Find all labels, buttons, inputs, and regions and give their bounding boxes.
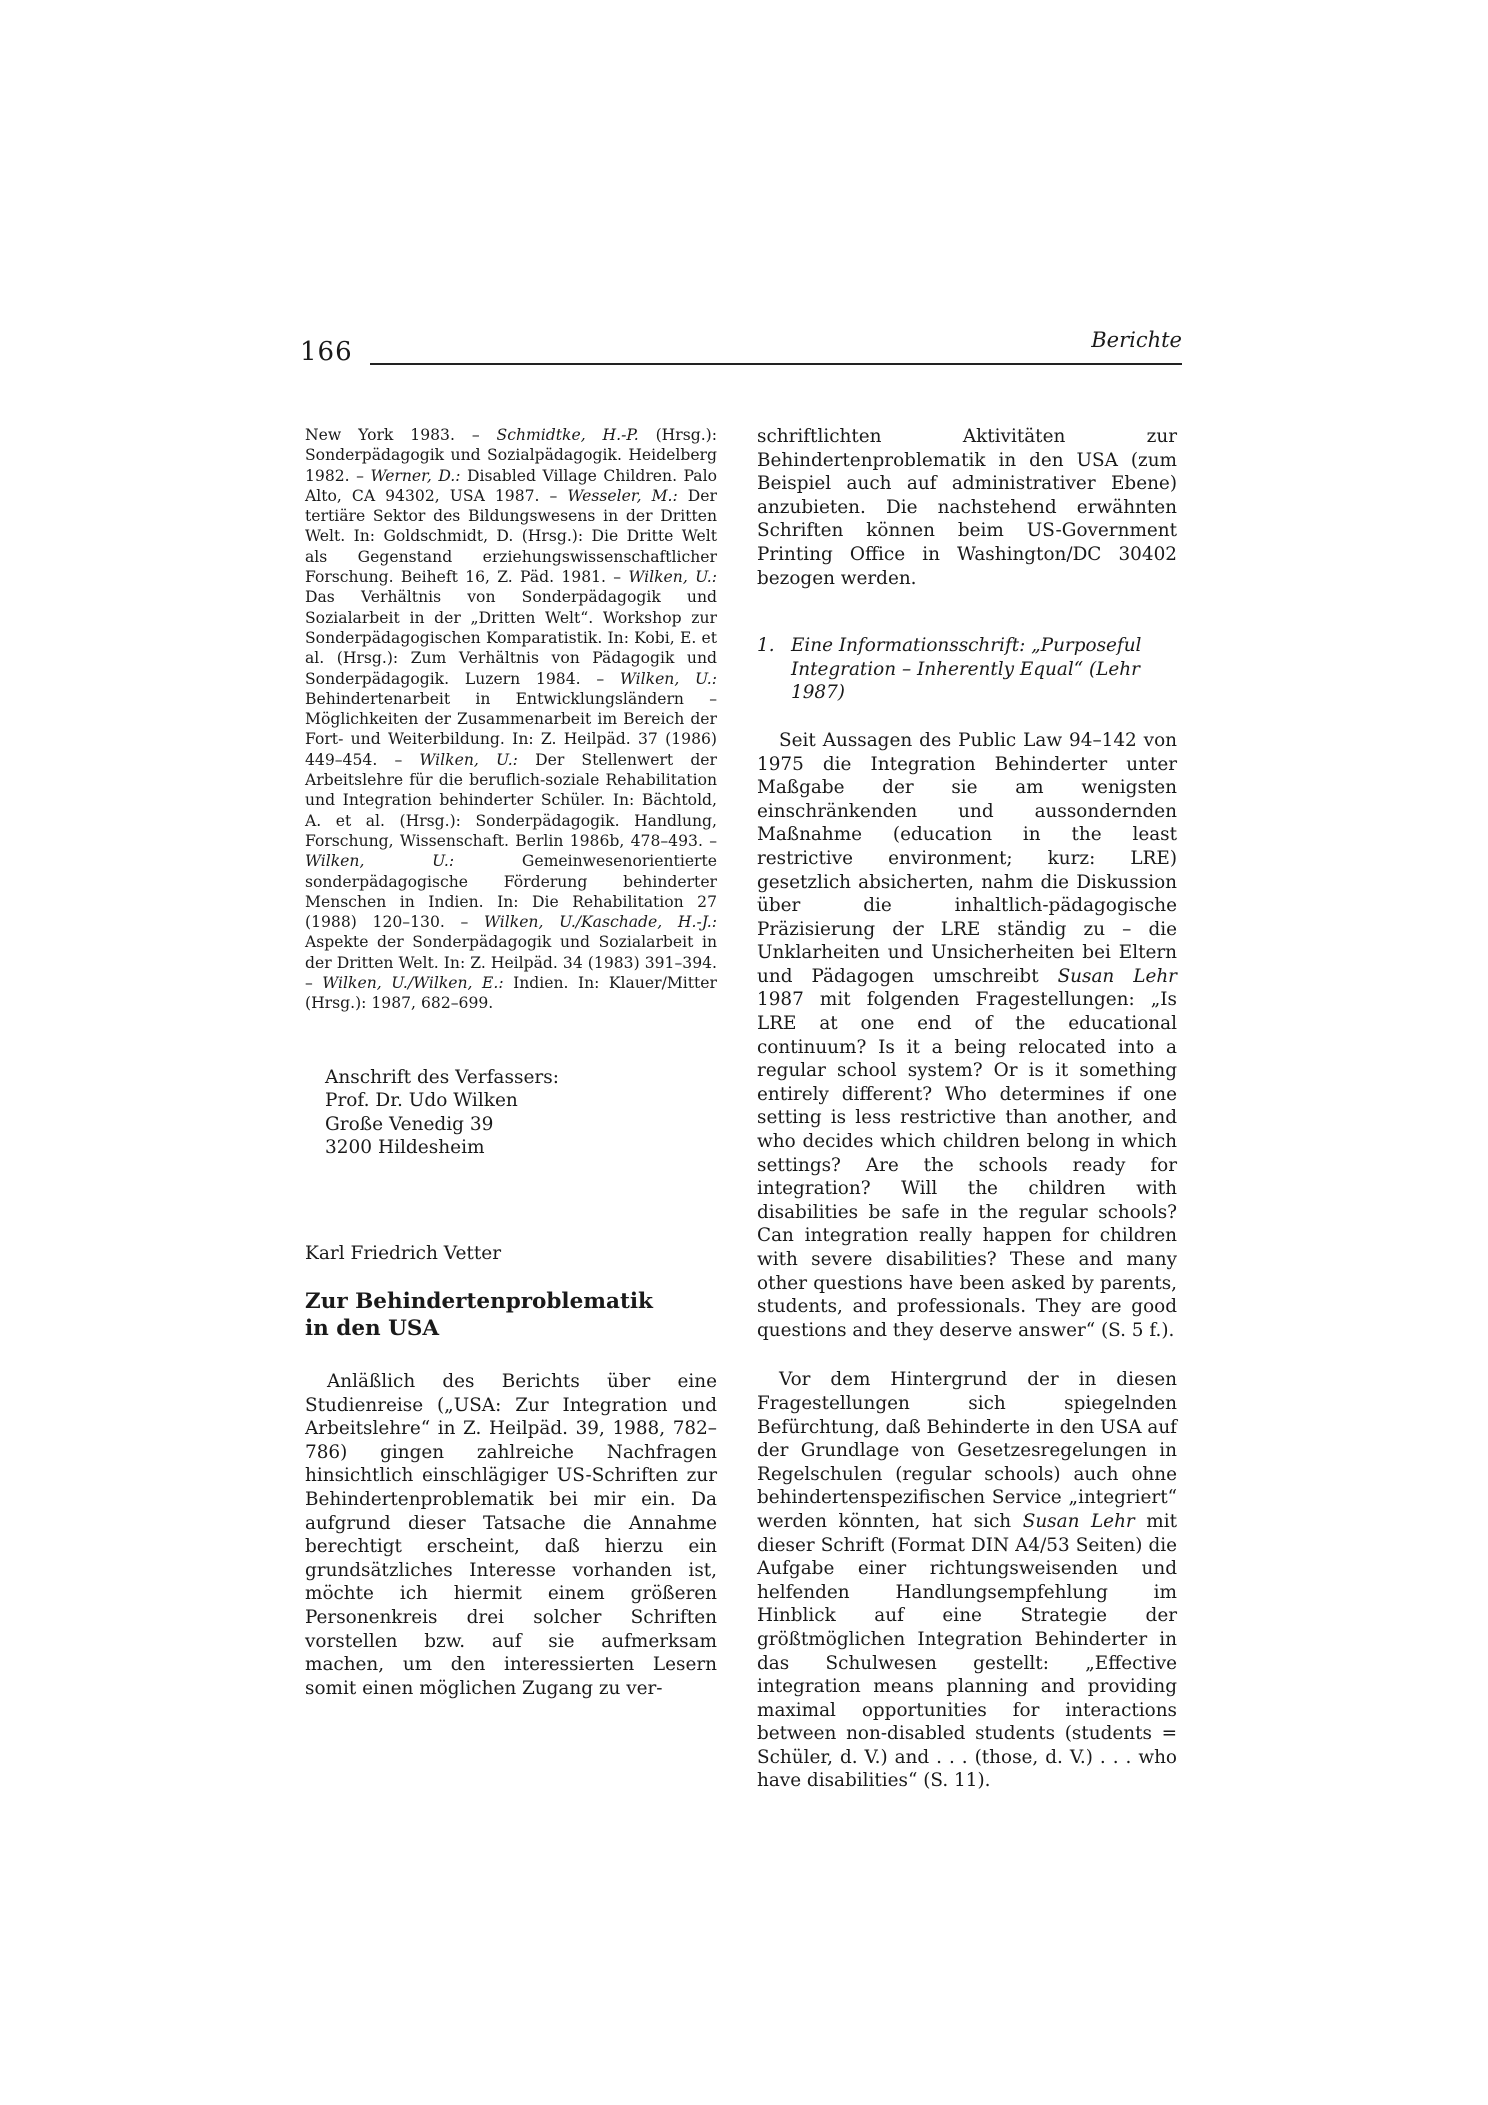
paragraph-1-segment: 1987 mit folgenden Fragestellungen: „Is LRE at one end of the educational continuum? Is it a being relocated into a regular school system? Or is it something entirely different? Who determines if one setting is less restrictive than another, and who decides which children belong in which settings? Are the schools ready for integration? Will the children with disabilities be safe in the regular schools? Can integration really happen for children with severe disabilities? These and many other questions have been asked by parents, students, and professionals. They are good questions and they deserve answer“ (S. 5 f.). [757, 989, 1177, 1341]
reference-italic-segment: Wilken, U.: [419, 750, 518, 769]
paragraph-2-segment: mit dieser Schrift (Format DIN A4/53 Seiten) die Aufgabe einer richtungsweisenden und helfenden Handlungsempfehlung im Hinblick auf eine Strategie der größtmöglichen Integration Behinderter in das Schulwesen gestellt: „Effective integration means planning and providing maximal opportunities for interactions between non-disabled students (students = Schüler, d. V.) and . . . (those, d. V.) . . . who have disabilities“ (S. 11). [757, 1510, 1177, 1792]
paragraph-1-italic-segment: Susan Lehr [1057, 965, 1177, 987]
reference-segment: Gemeinwesenorientierte sonderpädagogische Förderung behinderter Menschen in Indien. In: Die Rehabilitation 27 (1988) 120–130. – [305, 852, 717, 932]
address-city: 3200 Hildesheim [325, 1137, 485, 1159]
article-title [305, 1288, 717, 1342]
left-column [305, 425, 717, 1700]
paragraph-1 [757, 729, 1177, 1342]
reference-italic-segment: Wilken, U.: [305, 852, 455, 871]
subheading-text: Eine Informationsschrift: „Purposeful Integration – Inherently Equal“ (Lehr 1987) [791, 635, 1142, 704]
right-column [757, 425, 1177, 1793]
reference-italic-segment: Wilken, U.: [628, 568, 717, 587]
reference-segment: Der tertiäre Sektor des Bildungswesens in der Dritten Welt. In: Goldschmidt, D. (Hrsg.): Die Dritte Welt als Gegenstand erziehungswissenschaftlicher Forschung. Beiheft 16, Z. Päd. 1981. – [305, 486, 717, 587]
reference-segment: Das Verhältnis von Sonderpädagogik und Sozialarbeit in der „Dritten Welt“. Workshop zur Sonderpädagogischen Komparatistik. In: Kobi, E. et al. (Hrsg.): Zum Verhältnis von Pädagogik und Sonderpädagogik. Luzern 1984. – [305, 588, 717, 688]
address-label: Anschrift des Verfassers: [325, 1066, 559, 1088]
subheading-number: 1. [757, 635, 775, 657]
reference-segment: Behindertenarbeit in Entwicklungsländern – Möglichkeiten der Zusammenarbeit im Bereich der Fort- und Weiterbildung. In: Z. Heilpäd. 37 (1986) 449–454. – [305, 689, 717, 769]
article-author: Karl Friedrich Vetter [305, 1242, 502, 1264]
reference-italic-segment: Schmidtke, H.-P. [496, 426, 639, 444]
reference-segment: Der Stellenwert der Arbeitslehre für die beruflich-soziale Rehabilitation und Integration behinderter Schüler. In: Bächtold, A. et al. (Hrsg.): Sonderpädagogik. Handlung, Forschung, Wissenschaft. Berlin 1986b, 478–493. – [305, 750, 717, 850]
section-label: Berichte [1091, 328, 1182, 352]
reference-segment: Aspekte der Sonderpädagogik und Sozialarbeit in der Dritten Welt. In: Z. Heilpäd. 34 (1983) 391–394. – [305, 933, 717, 993]
reference-italic-segment: Wilken, U.: [619, 669, 717, 688]
paragraph-1-segment: Seit Aussagen des Public Law 94–142 von 1975 die Integration Behinderter unter Maßgabe der sie am wenigsten einschränkenden und aussondernden Maßnahme (education in the least restrictive environment; kurz: LRE) gesetzlich absicherten, nahm die Diskussion über die inhaltlich-pädagogische Präzisierung der LRE ständig zu – die Unklarheiten und Unsicherheiten bei Eltern und Pädagogen umschreibt [757, 729, 1177, 987]
paragraph-2-segment: Vor dem Hintergrund der in diesen Fragestellungen sich spiegelnden Befürchtung, daß Behinderte in den USA auf der Grundlage von Gesetzesregelungen in Regelschulen (regular schools) auch ohne behindertenspezifischen Service „integriert“ werden könnten, hat sich [757, 1369, 1177, 1532]
paragraph-2 [757, 1368, 1177, 1793]
paragraph-2-italic-segment: Susan Lehr [1022, 1510, 1135, 1532]
reference-italic-segment: Werner, D.: [370, 466, 461, 485]
page-number: 166 [300, 337, 353, 367]
author-address [325, 1066, 717, 1160]
reference-segment: Indien. In: Klauer/Mitter (Hrsg.): 1987, 682–699. [305, 974, 717, 1013]
address-street: Große Venedig 39 [325, 1113, 494, 1135]
reference-segment: New York 1983. – [305, 426, 497, 444]
reference-segment: Disabled Village Children. Palo Alto, CA 94302, USA 1987. – [305, 466, 717, 505]
article-intro: Anläßlich des Berichts über eine Studienreise („USA: Zur Integration und Arbeitslehre“ in Z. Heilpäd. 39, 1988, 782–786) gingen zahlreiche Nachfragen hinsichtlich einschlägiger US-Schriften zur Behindertenproblematik bei mir ein. Da aufgrund dieser Tatsache die Annahme berechtigt erscheint, daß hierzu ein grundsätzliches Interesse vorhanden ist, möchte ich hiermit einem größeren Personenkreis drei solcher Schriften vorstellen bzw. auf sie aufmerksam machen, um den interessierten Lesern somit einen möglichen Zugang zu ver- [305, 1370, 717, 1699]
section-subheading [757, 634, 1177, 705]
address-name: Prof. Dr. Udo Wilken [325, 1090, 518, 1112]
article-title-line2: in den USA [305, 1315, 440, 1341]
continuation-paragraph: schriftlichten Aktivitäten zur Behindertenproblematik in den USA (zum Beispiel auch auf administrativer Ebene) anzubieten. Die nachstehend erwähnten Schriften können beim US-Government Printing Office in Washington/DC 30402 bezogen werden. [757, 426, 1177, 589]
reference-italic-segment: Wesseler, M.: [567, 486, 678, 505]
reference-segment: (Hrsg.): Sonderpädagogik und Sozialpädagogik. Heidelberg 1982. – [305, 426, 717, 485]
article-title-line1: Zur Behindertenproblematik [305, 1288, 653, 1314]
header-rule [370, 363, 1182, 365]
references-block [305, 425, 717, 1014]
reference-italic-segment: Wilken, U./Wilken, E.: [322, 974, 504, 993]
reference-italic-segment: Wilken, U./Kaschade, H.-J.: [484, 913, 717, 932]
